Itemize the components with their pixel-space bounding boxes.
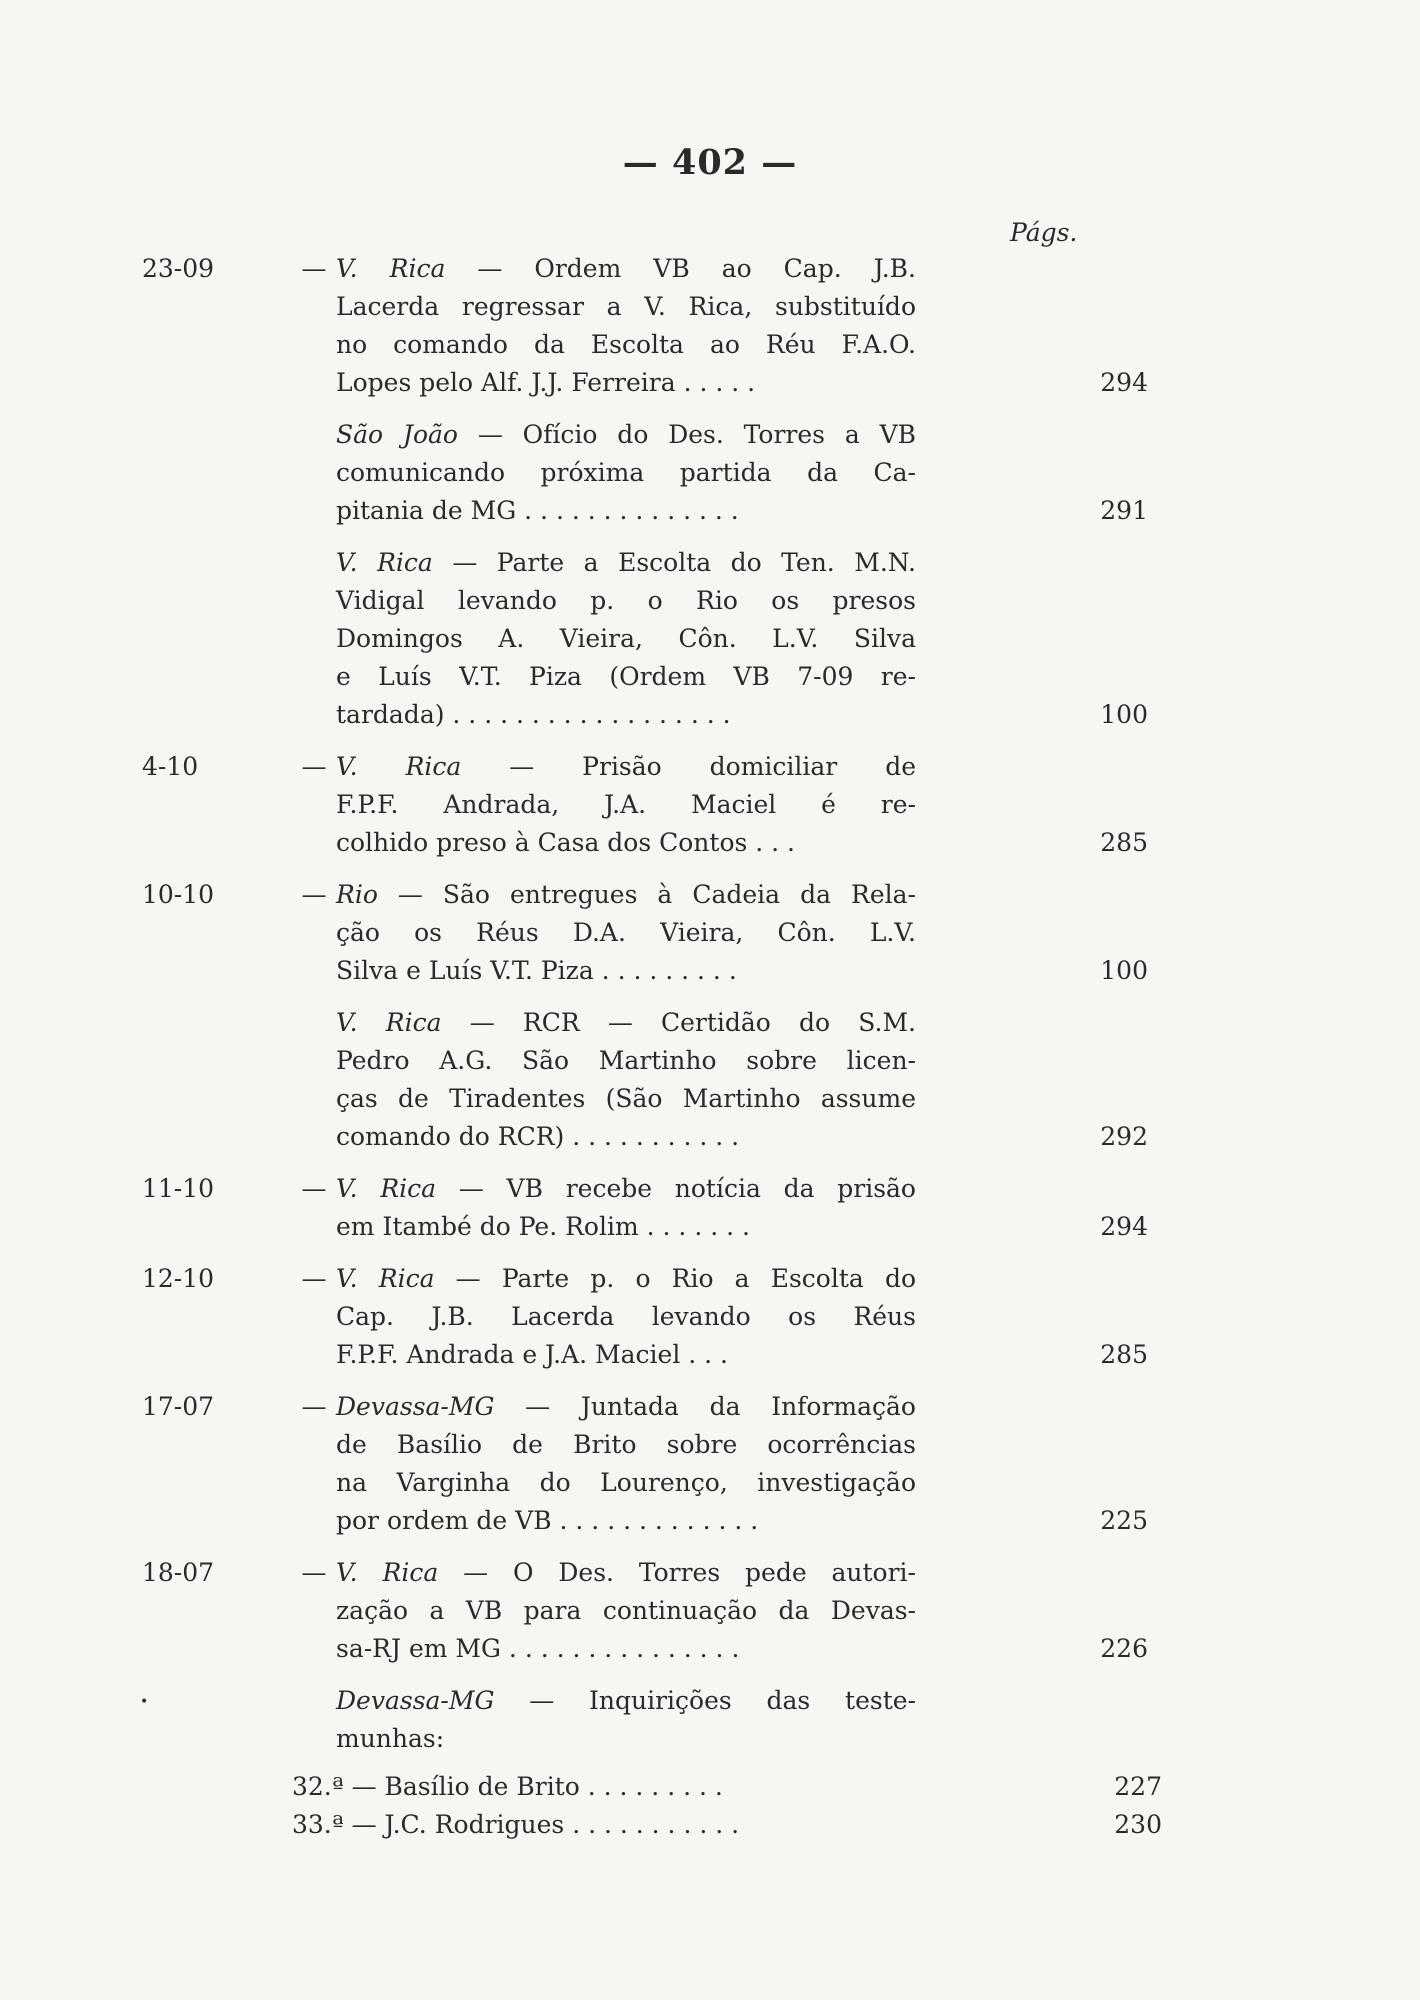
- entry-line: — Inquirições das teste-: [529, 1686, 916, 1715]
- entry-dash: —: [301, 254, 327, 283]
- entry-description: [336, 1682, 916, 1758]
- entry-line: — RCR — Certidão do S.M.: [469, 1008, 916, 1037]
- entry-dash: —: [301, 752, 327, 781]
- chronology-index: [0, 250, 1420, 1844]
- entry-line: colhido preso à Casa dos Contos . . .: [336, 828, 796, 857]
- entry-line: ças de Tiradentes (São Martinho assume: [336, 1084, 916, 1113]
- entry-line: — São entregues à Cadeia da Rela-: [397, 880, 916, 909]
- entry-date: 17-07: [142, 1392, 215, 1421]
- entry-page-ref: 100: [1100, 700, 1148, 729]
- entry-line: Lacerda regressar a V. Rica, substituído: [336, 292, 916, 321]
- entry-dash: —: [301, 880, 327, 909]
- index-entry: [0, 544, 1420, 734]
- index-entry: [0, 1260, 1420, 1374]
- witness-entry: [292, 1768, 1162, 1806]
- entry-description: [336, 1004, 916, 1156]
- entry-line: pitania de MG . . . . . . . . . . . . . .: [336, 496, 739, 525]
- entry-line: — VB recebe notícia da prisão: [458, 1174, 916, 1203]
- entry-line: na Varginha do Lourenço, investigação: [336, 1468, 916, 1497]
- entry-line: F.P.F. Andrada e J.A. Maciel . . .: [336, 1340, 729, 1369]
- witness-entry: [292, 1806, 1162, 1844]
- index-entry: [0, 1004, 1420, 1156]
- entry-line: — Prisão domiciliar de: [509, 752, 916, 781]
- index-entry: [0, 1170, 1420, 1246]
- entry-line: comando do RCR) . . . . . . . . . . .: [336, 1122, 740, 1151]
- entry-description: [336, 250, 916, 402]
- entry-page-ref: 225: [1100, 1506, 1148, 1535]
- entry-dash: —: [301, 1264, 327, 1293]
- entry-line: e Luís V.T. Piza (Ordem VB 7-09 re-: [336, 662, 916, 691]
- witness-text: 32.ª — Basílio de Brito . . . . . . . . .: [292, 1772, 723, 1801]
- entry-line: Pedro A.G. São Martinho sobre licen-: [336, 1046, 916, 1075]
- entry-date: 4-10: [142, 752, 199, 781]
- entry-line: — Juntada da Informação: [525, 1392, 916, 1421]
- entry-place: V. Rica: [336, 752, 462, 781]
- entry-place: Rio: [336, 880, 378, 909]
- pages-column-header: Págs.: [1010, 218, 1078, 247]
- entry-line: sa-RJ em MG . . . . . . . . . . . . . . .: [336, 1634, 740, 1663]
- entry-line: em Itambé do Pe. Rolim . . . . . . .: [336, 1212, 750, 1241]
- entry-description: [336, 416, 916, 530]
- entry-line: tardada) . . . . . . . . . . . . . . . . . .: [336, 700, 731, 729]
- entry-place: V. Rica: [336, 1174, 437, 1203]
- entry-page-ref: 292: [1100, 1122, 1148, 1151]
- entry-place: V. Rica: [336, 1264, 435, 1293]
- margin-mark: •: [140, 1694, 149, 1710]
- index-entry: [0, 876, 1420, 990]
- entry-place: São João: [336, 420, 458, 449]
- entry-dash: —: [301, 1392, 327, 1421]
- entry-date: 11-10: [142, 1174, 215, 1203]
- entry-description: [336, 1170, 916, 1246]
- entry-line: Vidigal levando p. o Rio os presos: [336, 586, 916, 615]
- entry-line: — Ordem VB ao Cap. J.B.: [477, 254, 916, 283]
- entry-dash: —: [301, 1558, 327, 1587]
- entry-place: V. Rica: [336, 254, 446, 283]
- entry-line: munhas:: [336, 1724, 445, 1753]
- entry-line: Silva e Luís V.T. Piza . . . . . . . . .: [336, 956, 737, 985]
- witness-page-ref: 230: [1114, 1810, 1162, 1839]
- entry-place: Devassa-MG: [336, 1392, 495, 1421]
- entry-place: V. Rica: [336, 548, 433, 577]
- entry-line: Cap. J.B. Lacerda levando os Réus: [336, 1302, 916, 1331]
- entry-line: zação a VB para continuação da Devas-: [336, 1596, 916, 1625]
- entry-page-ref: 294: [1100, 368, 1148, 397]
- entry-line: F.P.F. Andrada, J.A. Maciel é re-: [336, 790, 916, 819]
- entry-description: [336, 1554, 916, 1668]
- entry-place: V. Rica: [336, 1008, 442, 1037]
- entry-line: — Ofício do Des. Torres a VB: [477, 420, 917, 449]
- entry-page-ref: 294: [1100, 1212, 1148, 1241]
- entry-page-ref: 285: [1100, 1340, 1148, 1369]
- entry-date: 23-09: [142, 254, 215, 283]
- entry-description: [336, 876, 916, 990]
- index-entry: [0, 250, 1420, 402]
- entry-page-ref: 100: [1100, 956, 1148, 985]
- entry-date: 10-10: [142, 880, 215, 909]
- entry-line: por ordem de VB . . . . . . . . . . . . .: [336, 1506, 759, 1535]
- entry-line: Lopes pelo Alf. J.J. Ferreira . . . . .: [336, 368, 756, 397]
- entry-line: Domingos A. Vieira, Côn. L.V. Silva: [336, 624, 916, 653]
- entry-date: 18-07: [142, 1558, 215, 1587]
- entry-place: V. Rica: [336, 1558, 439, 1587]
- index-entry: [0, 748, 1420, 862]
- entry-line: de Basílio de Brito sobre ocorrências: [336, 1430, 916, 1459]
- entry-line: comunicando próxima partida da Ca-: [336, 458, 916, 487]
- page-number: — 402 —: [622, 142, 798, 183]
- entry-description: [336, 1388, 916, 1540]
- entry-description: [336, 748, 916, 862]
- index-entry: [0, 416, 1420, 530]
- index-entry: [0, 1388, 1420, 1540]
- witness-text: 33.ª — J.C. Rodrigues . . . . . . . . . . .: [292, 1810, 740, 1839]
- entry-page-ref: 226: [1100, 1634, 1148, 1663]
- witness-page-ref: 227: [1114, 1772, 1162, 1801]
- index-entry: [0, 1682, 1420, 1758]
- index-entry: [0, 1554, 1420, 1668]
- entry-line: — O Des. Torres pede autori-: [463, 1558, 916, 1587]
- entry-date: 12-10: [142, 1264, 215, 1293]
- entry-line: no comando da Escolta ao Réu F.A.O.: [336, 330, 916, 359]
- entry-page-ref: 291: [1100, 496, 1148, 525]
- entry-description: [336, 1260, 916, 1374]
- entry-place: Devassa-MG: [336, 1686, 495, 1715]
- entry-description: [336, 544, 916, 734]
- entry-line: — Parte a Escolta do Ten. M.N.: [452, 548, 916, 577]
- entry-dash: —: [301, 1174, 327, 1203]
- entry-line: ção os Réus D.A. Vieira, Côn. L.V.: [336, 918, 916, 947]
- entry-line: — Parte p. o Rio a Escolta do: [455, 1264, 917, 1293]
- entry-page-ref: 285: [1100, 828, 1148, 857]
